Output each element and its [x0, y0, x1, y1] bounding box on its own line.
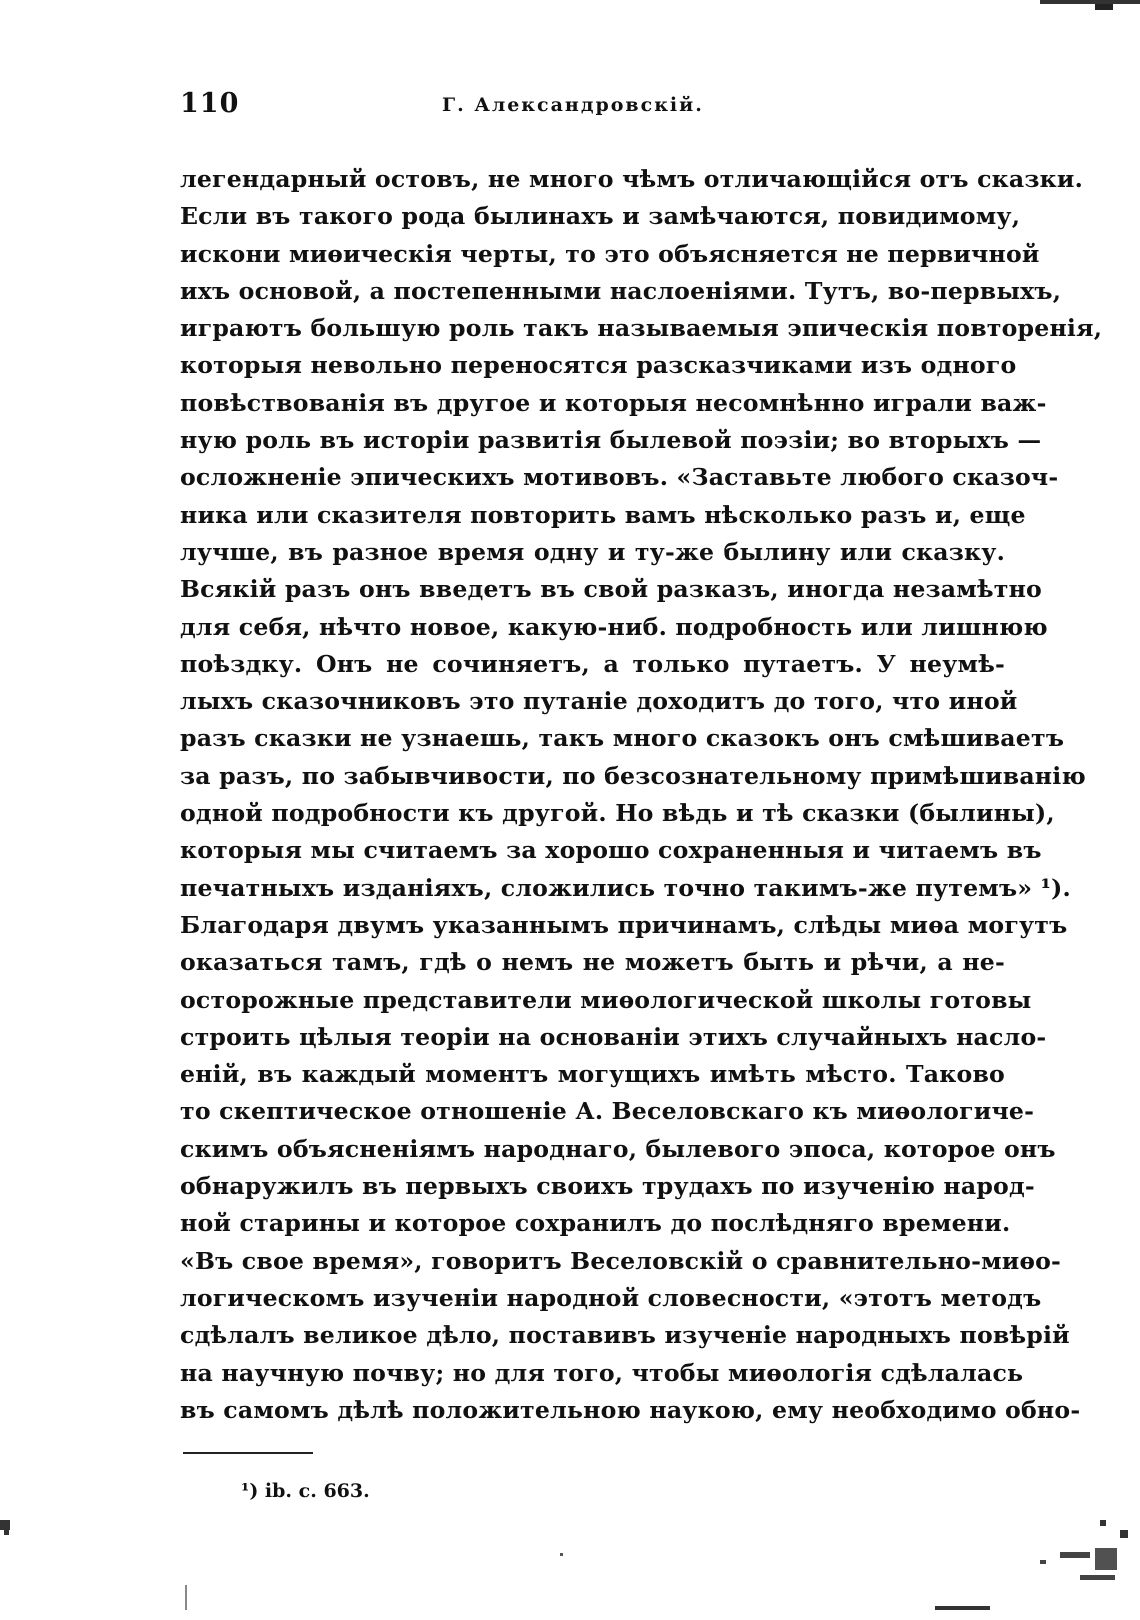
scan-speck [1080, 1575, 1115, 1580]
text-line: осторожные представители миѳологической школы готовы [180, 985, 1032, 1014]
scan-speck [4, 1530, 9, 1535]
scan-speck [1120, 1530, 1128, 1538]
page-header [180, 88, 1005, 128]
text-line: ихъ основой, а постепенными наслоеніями. Тутъ, во-первыхъ, [180, 276, 1062, 305]
text-line: Всякій разъ онъ введетъ въ свой разказъ, иногда незамѣтно [180, 575, 1042, 604]
body-text [180, 161, 1103, 1429]
scan-speck [1040, 1560, 1046, 1564]
running-head: Г. Александровскій. [442, 94, 704, 116]
scan-edge-mark [1040, 0, 1140, 4]
text-line: обнаружилъ въ первыхъ своихъ трудахъ по изученію народ- [180, 1172, 1035, 1201]
scan-speck [1100, 1520, 1106, 1526]
footnote: ¹) ib. c. 663. [241, 1480, 370, 1502]
text-line: поѣздку. Онъ не сочиняетъ, а только путаетъ. У неумѣ- [180, 649, 1005, 678]
text-line: Благодаря двумъ указаннымъ причинамъ, слѣды миѳа могутъ [180, 910, 1068, 939]
text-line: для себя, нѣчто новое, какую-ниб. подробность или лишнюю [180, 612, 1048, 641]
text-line: скимъ объясненіямъ народнаго, былевого эпоса, которое онъ [180, 1134, 1056, 1163]
text-line: которыя мы считаемъ за хорошо сохраненныя и читаемъ въ [180, 836, 1042, 865]
text-line: въ самомъ дѣлѣ положительною наукою, ему необходимо обно- [180, 1395, 1081, 1424]
text-line: печатныхъ изданіяхъ, сложились точно такимъ-же путемъ» ¹). [180, 873, 1071, 902]
text-line: разъ сказки не узнаешь, такъ много сказокъ онъ смѣшиваетъ [180, 724, 1065, 753]
scan-speck [1060, 1552, 1090, 1558]
text-line: оказаться тамъ, гдѣ о немъ не можетъ быть и рѣчи, а не- [180, 948, 1005, 977]
text-line: за разъ, по забывчивости, по безсознательному примѣшиванію [180, 761, 1086, 790]
text-line: «Въ свое время», говоритъ Веселовскій о сравнительно-миѳо- [180, 1246, 1062, 1275]
text-line: играютъ большую роль такъ называемыя эпическія повторенія, [180, 314, 1103, 343]
text-line: логическомъ изученіи народной словесности, «этотъ методъ [180, 1283, 1042, 1312]
page-number: 110 [180, 88, 240, 119]
footnote-rule [183, 1452, 313, 1454]
text-line: лыхъ сказочниковъ это путаніе доходитъ до того, что иной [180, 687, 1018, 716]
text-line: сдѣлалъ великое дѣло, поставивъ изученіе народныхъ повѣрій [180, 1321, 1070, 1350]
text-line: то скептическое отношеніе А. Веселовскаго къ миѳологиче- [180, 1097, 1035, 1126]
text-line: ную роль въ исторіи развитія былевой поэзіи; во вторыхъ — [180, 426, 1042, 455]
text-line: которыя невольно переносятся разсказчиками изъ одного [180, 351, 1017, 380]
scan-edge-mark [1095, 4, 1113, 10]
scan-speck [1095, 1548, 1117, 1570]
text-line: строить цѣлыя теоріи на основаніи этихъ случайныхъ насло- [180, 1022, 1047, 1051]
text-line: ника или сказителя повторить вамъ нѣсколько разъ и, еще [180, 500, 1026, 529]
scan-speck [560, 1553, 563, 1556]
text-line: ной старины и которое сохранилъ до послѣдняго времени. [180, 1209, 1011, 1238]
text-line: одной подробности къ другой. Но вѣдь и тѣ сказки (былины), [180, 799, 1055, 828]
scan-speck [935, 1606, 990, 1610]
text-line: Если въ такого рода былинахъ и замѣчаются, повидимому, [180, 202, 1021, 231]
scan-speck [0, 1520, 10, 1530]
text-line: лучше, въ разное время одну и ту-же былину или сказку. [180, 537, 1005, 566]
text-line: искони миѳическія черты, то это объясняется не первичной [180, 239, 1040, 268]
text-line: еній, въ каждый моментъ могущихъ имѣть мѣсто. Таково [180, 1060, 1005, 1089]
text-line: осложненіе эпическихъ мотивовъ. «Заставьте любого сказоч- [180, 463, 1059, 492]
text-line: легендарный остовъ, не много чѣмъ отличающійся отъ сказки. [180, 165, 1083, 193]
text-line: на научную почву; но для того, чтобы миѳологія сдѣлалась [180, 1358, 1024, 1387]
scan-speck [185, 1585, 187, 1610]
text-line: повѣствованія въ другое и которыя несомнѣнно играли важ- [180, 388, 1047, 417]
